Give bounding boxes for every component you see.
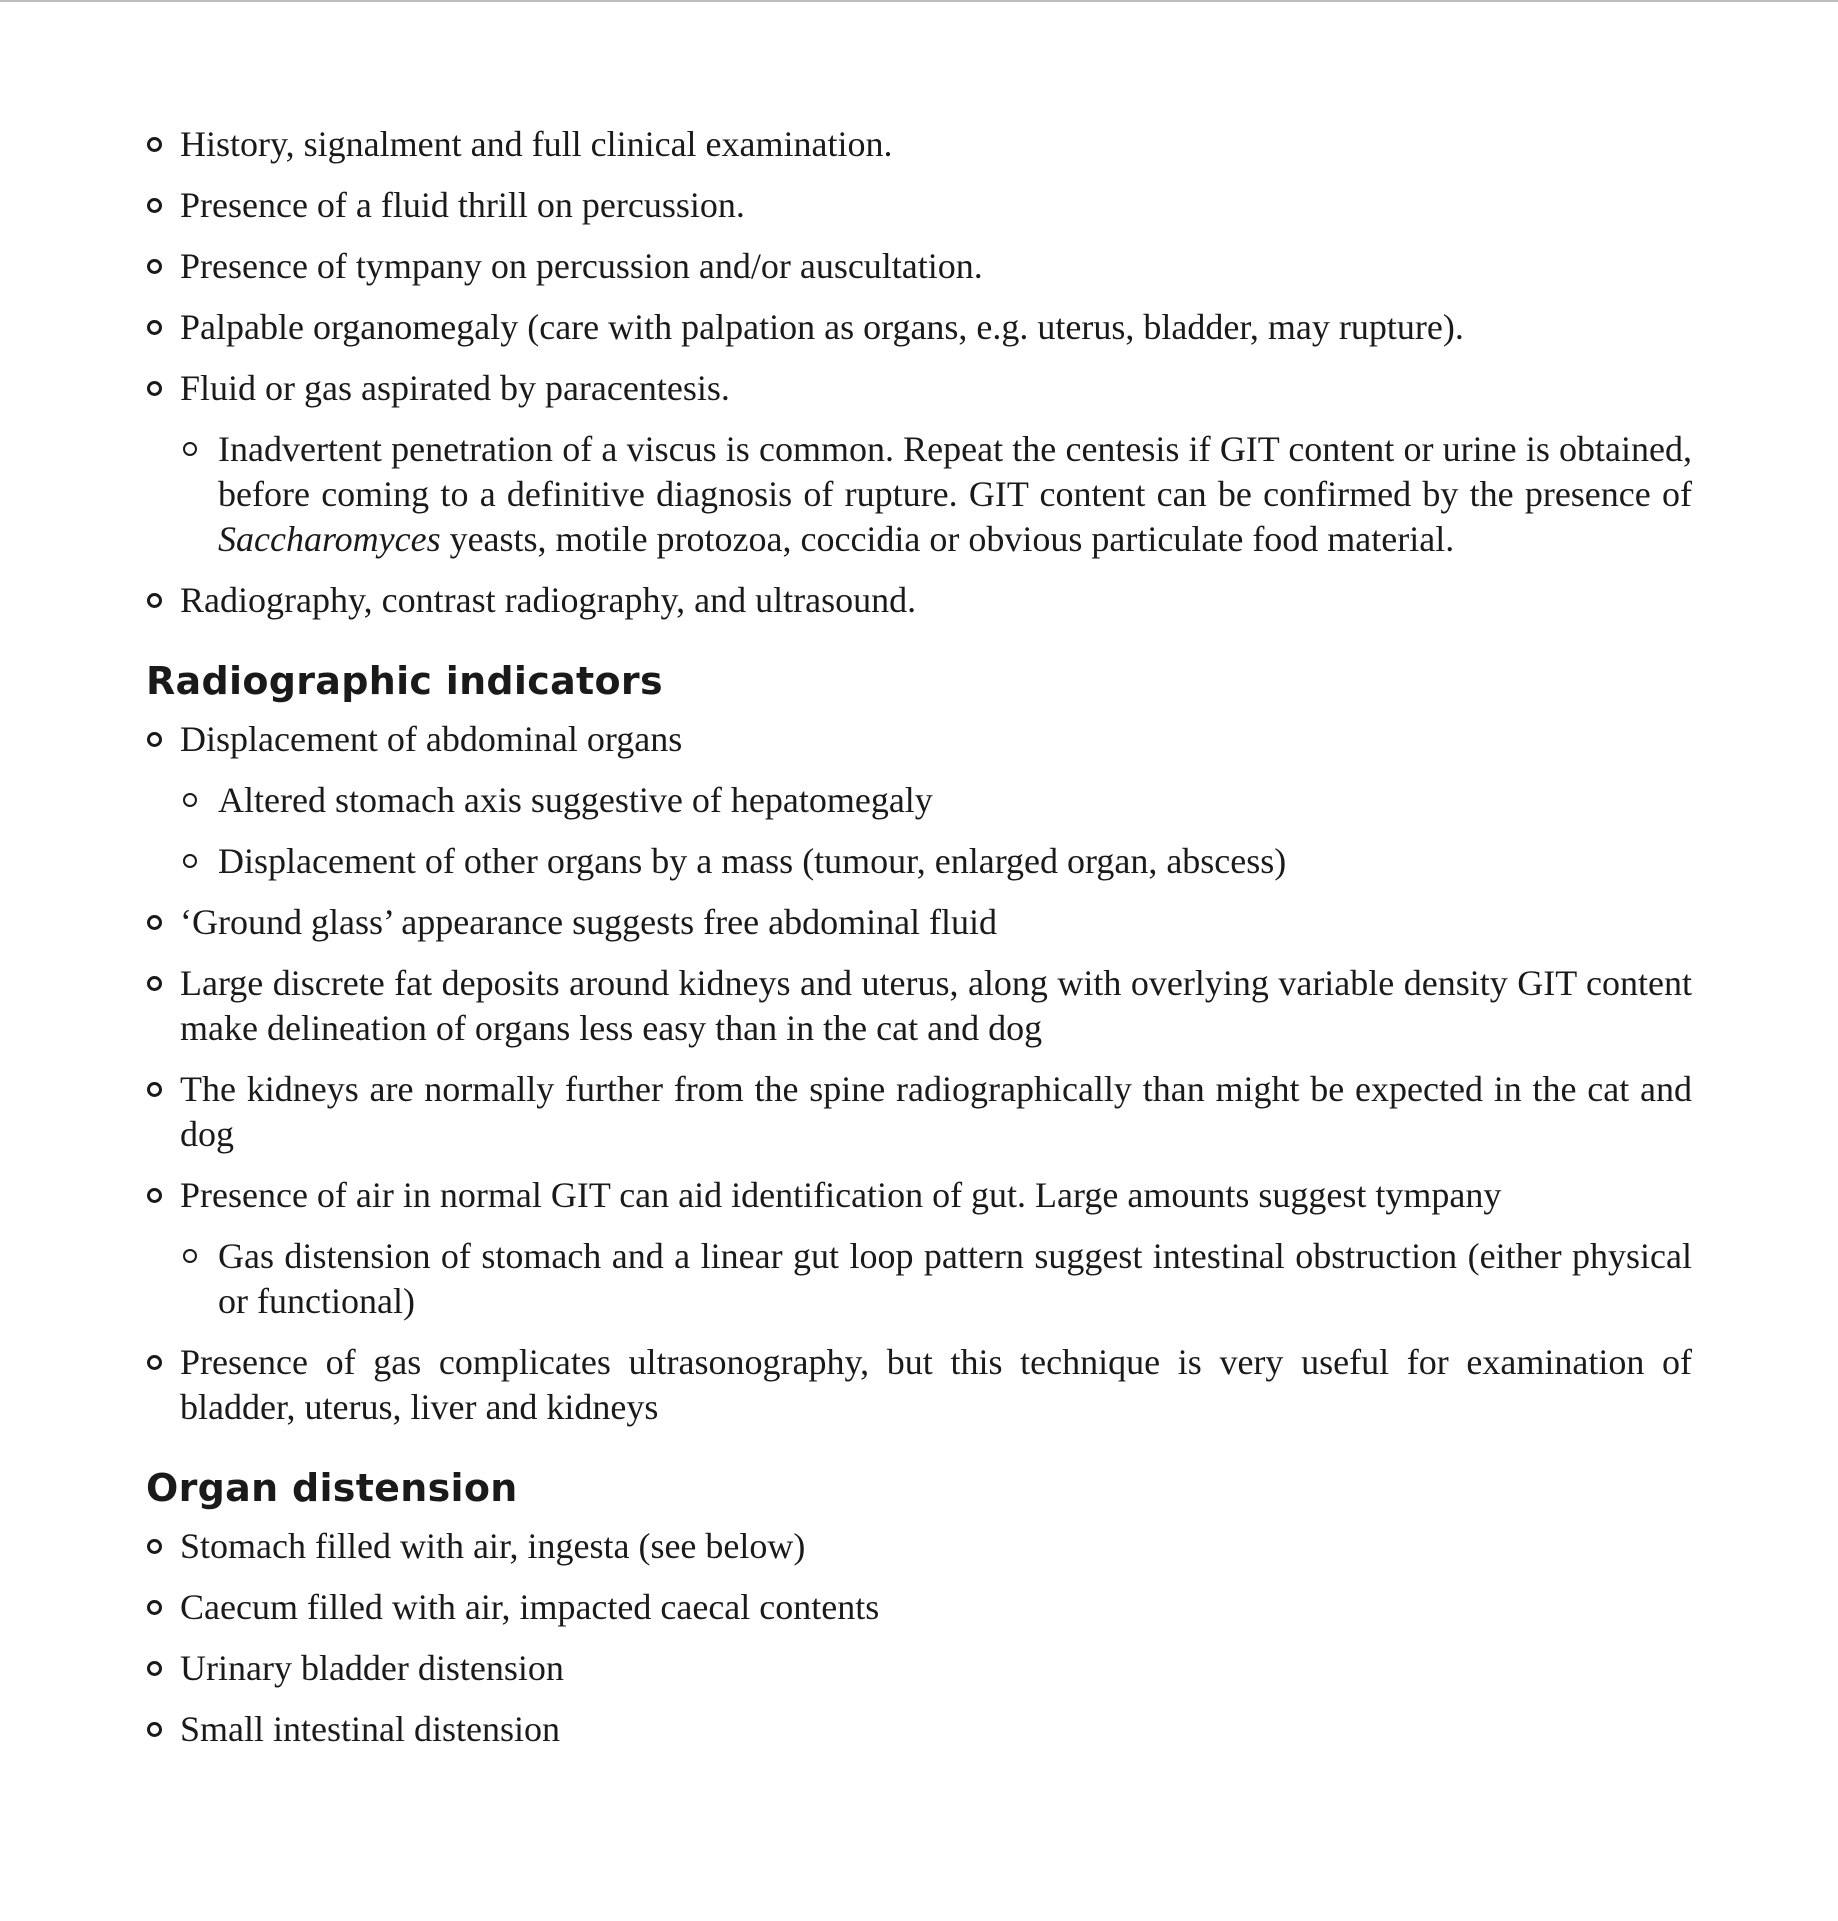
list-item — [146, 1524, 1692, 1569]
list-item — [146, 122, 1692, 167]
list-item — [146, 578, 1692, 623]
list-item — [146, 1585, 1692, 1630]
list-item — [146, 244, 1692, 289]
sub-list-item — [182, 839, 1692, 884]
section-heading: Organ distension — [146, 1466, 518, 1510]
list-item — [146, 1646, 1692, 1691]
list-item-text: Displacement of abdominal organs — [180, 719, 683, 759]
list-item-text: The kidneys are normally further from the spine radiographically than might be expected in the cat and dog — [180, 1069, 1692, 1154]
list-item-text: Presence of tympany on percussion and/or auscultation. — [180, 246, 983, 286]
list-item-text: Urinary bladder distension — [180, 1648, 564, 1688]
list-item-text: Caecum filled with air, impacted caecal contents — [180, 1587, 880, 1627]
section-heading: Radiographic indicators — [146, 659, 663, 703]
sub-item-text: Gas distension of stomach and a linear gut loop pattern suggest intestinal obstruction (either physical or functional) — [218, 1236, 1692, 1321]
list-item-text: Presence of a fluid thrill on percussion. — [180, 185, 745, 225]
sub-list-item — [182, 1234, 1692, 1324]
list-item-text: Small intestinal distension — [180, 1709, 560, 1749]
list-section-1 — [146, 122, 1692, 623]
list-item — [146, 183, 1692, 228]
list-item-text: Large discrete fat deposits around kidneys and uterus, along with overlying variable density GIT content make delineation of organs less easy than in the cat and dog — [180, 963, 1692, 1048]
list-item-text: Palpable organomegaly (care with palpation as organs, e.g. uterus, bladder, may rupture). — [180, 307, 1464, 347]
list-item — [146, 1340, 1692, 1430]
list-item-text: Radiography, contrast radiography, and ultrasound. — [180, 580, 917, 620]
list-item-text: Fluid or gas aspirated by paracentesis. — [180, 368, 730, 408]
list-item — [146, 1707, 1692, 1752]
sub-list-item — [182, 778, 1692, 823]
list-item — [146, 961, 1692, 1051]
list-item-text: ‘Ground glass’ appearance suggests free abdominal fluid — [180, 902, 998, 942]
list-item — [146, 900, 1692, 945]
sub-item-text: Altered stomach axis suggestive of hepatomegaly — [218, 780, 933, 820]
top-rule — [0, 0, 1838, 2]
list-item — [146, 1067, 1692, 1157]
list-item-text: Stomach filled with air, ingesta (see below) — [180, 1526, 806, 1566]
sub-item-text: Displacement of other organs by a mass (tumour, enlarged organ, abscess) — [218, 841, 1287, 881]
list-item-text: Presence of gas complicates ultrasonography, but this technique is very useful for examination of bladder, uterus, liver and kidneys — [180, 1342, 1692, 1427]
sub-item-italic-term: Saccharomyces — [218, 519, 441, 559]
list-section-2 — [146, 717, 1692, 1430]
list-item — [146, 305, 1692, 350]
list-item-text: Presence of air in normal GIT can aid identification of gut. Large amounts suggest tympany — [180, 1175, 1502, 1215]
list-section-3 — [146, 1524, 1692, 1752]
sub-item-text-start: Inadvertent penetration of a viscus is common. Repeat the centesis if GIT content or urine is obtained, before coming to a definitive diagnosis of rupture. GIT content can be confirmed by the presence of — [218, 429, 1692, 514]
sub-item-text-end: yeasts, motile protozoa, coccidia or obvious particulate food material. — [440, 519, 1455, 559]
list-item-text: History, signalment and full clinical examination. — [180, 124, 893, 164]
sub-list-item — [182, 427, 1692, 562]
page-content — [146, 122, 1692, 1768]
list-item — [146, 1173, 1692, 1218]
list-item — [146, 366, 1692, 411]
list-item — [146, 717, 1692, 762]
